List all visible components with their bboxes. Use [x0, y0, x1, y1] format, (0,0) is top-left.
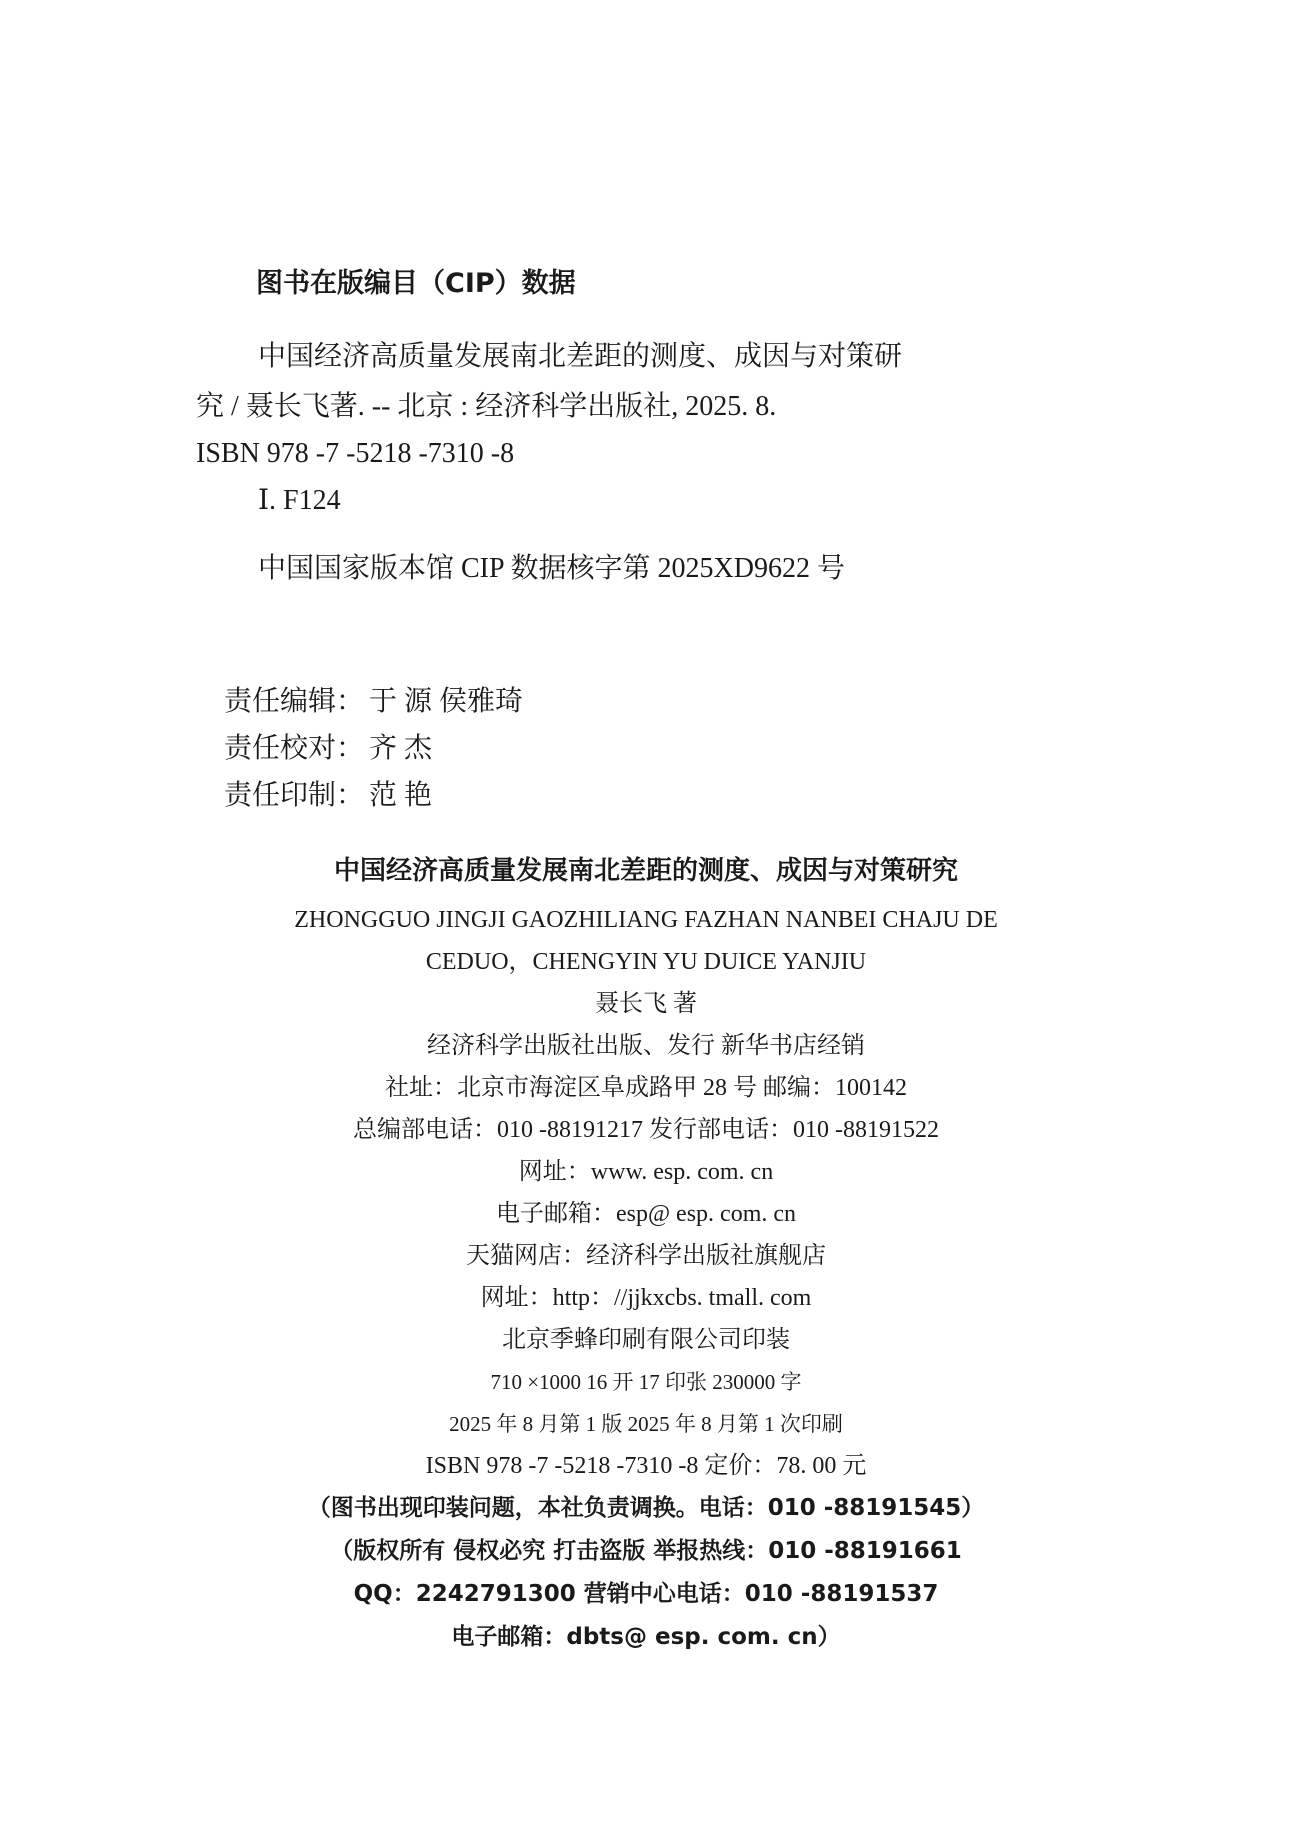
- cip-line-1: 中国经济高质量发展南北差距的测度、成因与对策研: [258, 341, 903, 372]
- colophon-title-pinyin-1: ZHONGGUO JINGJI GAOZHILIANG FAZHAN NANBEI CHAJU DE: [294, 907, 998, 933]
- colophon-author: 聂长飞 著: [595, 991, 697, 1017]
- cip-heading: 图书在版编目（CIP）数据: [256, 268, 576, 299]
- cip-line-2: 究 / 聂长飞著. -- 北京 : 经济科学出版社, 2025. 8.: [196, 391, 777, 422]
- colophon-publisher: 经济科学出版社出版、发行 新华书店经销: [427, 1033, 865, 1059]
- staff-printing: [196, 754, 432, 838]
- colophon-address: 社址：北京市海淀区阜成路甲 28 号 邮编：100142: [385, 1075, 907, 1101]
- colophon-notice-2: （版权所有 侵权必究 打击盗版 举报热线：010 -88191661: [330, 1538, 962, 1564]
- colophon-printer: 北京季蜂印刷有限公司印装: [502, 1327, 790, 1353]
- colophon-tmall-store: 天猫网店：经济科学出版社旗舰店: [466, 1243, 826, 1269]
- colophon-tmall-url: 网址：http：//jjkxcbs. tmall. com: [480, 1285, 812, 1311]
- colophon-format: 710 ×1000 16 开 17 印张 230000 字: [490, 1370, 802, 1394]
- colophon-notice-3: QQ：2242791300 营销中心电话：010 -88191537: [353, 1581, 939, 1607]
- staff-printing-label: 责任印制：: [224, 780, 365, 811]
- staff-proofreader-label: 责任校对：: [224, 733, 365, 764]
- colophon-edition: 2025 年 8 月第 1 版 2025 年 8 月第 1 次印刷: [449, 1412, 843, 1436]
- colophon-email: 电子邮箱：esp@ esp. com. cn: [495, 1201, 797, 1227]
- cip-record-number: 中国国家版本馆 CIP 数据核字第 2025XD9622 号: [258, 553, 845, 584]
- colophon-title-cn: 中国经济高质量发展南北差距的测度、成因与对策研究: [333, 856, 958, 886]
- colophon-notice-1: （图书出现印装问题，本社负责调换。电话：010 -88191545）: [307, 1495, 985, 1521]
- cip-isbn: ISBN 978 -7 -5218 -7310 -8: [196, 438, 515, 469]
- colophon-notice-4: 电子邮箱：dbts@ esp. com. cn）: [451, 1624, 841, 1650]
- staff-editor-value: 于 源 侯雅琦: [369, 686, 524, 717]
- staff-editor-label: 责任编辑：: [224, 686, 365, 717]
- colophon-isbn-price: ISBN 978 -7 -5218 -7310 -8 定价：78. 00 元: [425, 1453, 867, 1479]
- cip-classification: Ⅰ. F124: [258, 485, 341, 516]
- staff-printing-value: 范 艳: [369, 780, 433, 811]
- staff-proofreader-value: 齐 杰: [369, 733, 433, 764]
- colophon-phones: 总编部电话：010 -88191217 发行部电话：010 -88191522: [353, 1117, 939, 1143]
- colophon-title-pinyin-2: CEDUO，CHENGYIN YU DUICE YANJIU: [425, 949, 867, 975]
- colophon-website: 网址：www. esp. com. cn: [518, 1159, 774, 1185]
